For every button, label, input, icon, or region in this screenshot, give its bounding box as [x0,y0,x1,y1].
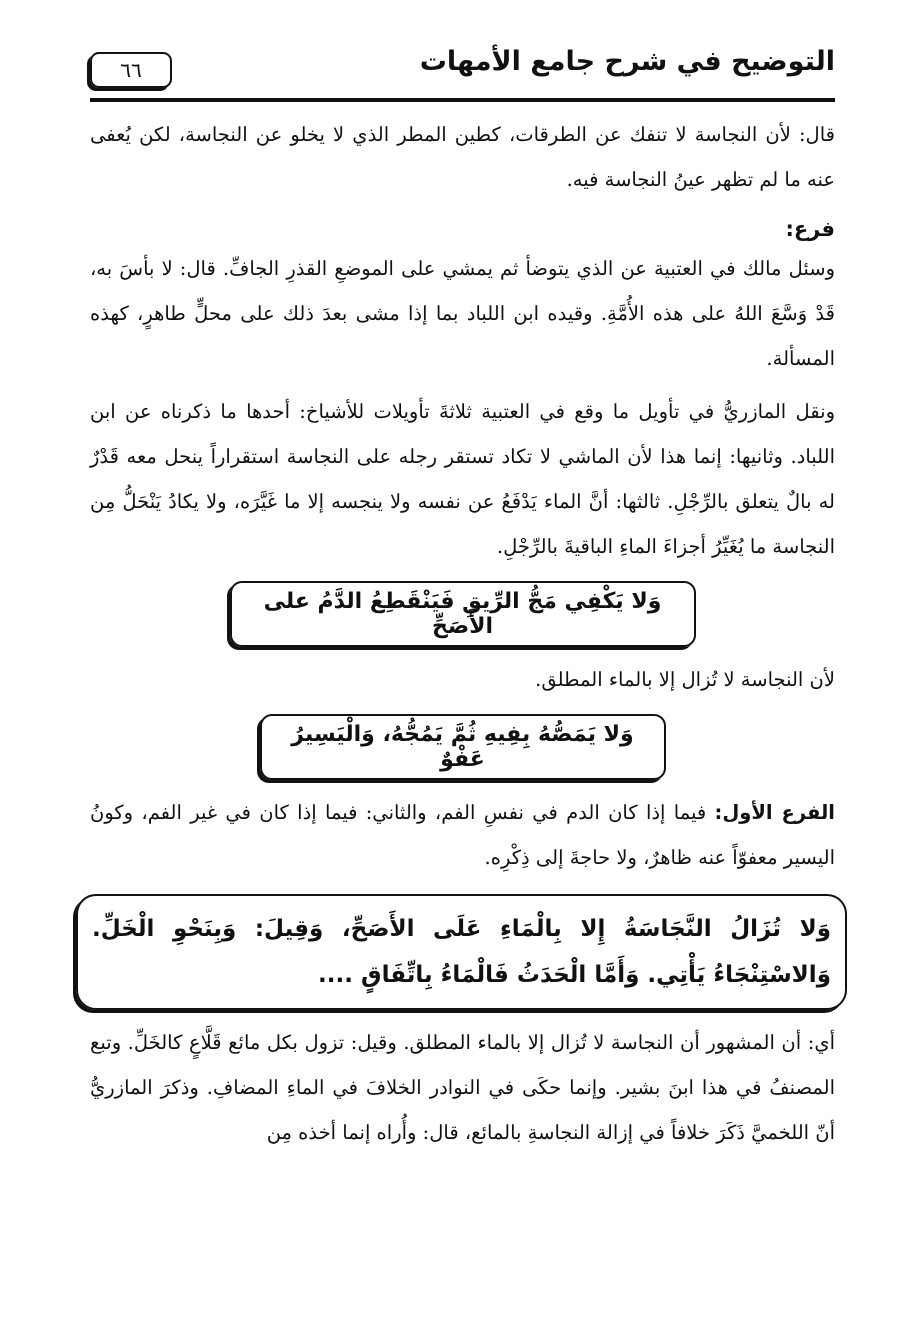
paragraph-5-text: فيما إذا كان الدم في نفسِ الفم، والثاني: فيما إذا كان في غير الفم، وكونُ اليسير معفوّاً عنه ظاهرٌ، ولا حاجةَ إلى ذِكْرِه. [90,801,835,869]
paragraph-6: أي: أن المشهور أن النجاسة لا تُزال إلا بالماء المطلق. وقيل: تزول بكل مائع قَلَّاعٍ كالخَلِّ. وتبع المصنفُ في هذا ابنَ بشير. وإنما حكَى في النوادر الخلافَ في الماءِ المضافِ. وذكرَ المازريُّ أنّ اللخميَّ ذَكَرَ خلافاً في إزالة النجاسةِ بالمائع، قال: وأُراه إنما أخذه مِن [90,1031,835,1144]
paragraph-3: ونقل المازريُّ في تأويل ما وقع في العتبية ثلاثةَ تأويلات للأشياخ: أحدها ما ذكرناه عن ابن اللباد. وثانيها: إنما هذا لأن الماشي لا تكاد تستقر رجله على النجاسة استقراراً ينحل معه قَدْرٌ له بالٌ يتعلق بالرِّجْلِ. ثالثها: أنَّ الماء يَدْفَعُ عن نفسه ولا ينجسه إلا ما غَيَّرَه، ولا يكادُ يَنْحَلُّ مِن النجاسة ما يُغَيِّرُ أجزاءَ الماءِ الباقيةَ بالرِّجْلِ. [90,400,835,558]
paragraph-4: لأن النجاسة لا تُزال إلا بالماء المطلق. [535,668,835,691]
matn-box-1: وَلا يَكْفِي مَجُّ الرِّيقِ فَيَنْقَطِعُ الدَّمُ على الأَصَحِّ [230,581,696,647]
paragraph-5-label: الفرع الأول: [714,801,835,824]
matn-box-2: وَلا يَمَصُّهُ بِفِيهِ ثُمَّ يَمُجُّهُ، وَالْيَسِيرُ عَفْوٌ [260,714,666,780]
paragraph-1: قال: لأن النجاسة لا تنفك عن الطرقات، كطين المطر الذي لا يخلو عن النجاسة، لكن يُعفى عنه ما لم تظهر عينُ النجاسة فيه. [90,123,835,191]
page-number: ٦٦ [90,52,172,88]
page-header [90,40,835,102]
running-title: التوضيح في شرح جامع الأمهات [419,46,835,77]
book-page [90,40,835,1300]
matn-box-3: وَلا تُزَالُ النَّجَاسَةُ إِلا بِالْمَاءِ عَلَى الأَصَحِّ، وَقِيلَ: وَبِنَحْوِ الْخَلِّ. وَالاسْتِنْجَاءُ يَأْتِي. وَأَمَّا الْحَدَثُ فَالْمَاءُ بِاتِّفَاقٍ .... [76,894,847,1010]
paragraph-2: وسئل مالك في العتبية عن الذي يتوضأ ثم يمشي على الموضعِ القذرِ الجافِّ. قال: لا بأسَ به، قَدْ وَسَّعَ اللهُ على هذه الأُمَّةِ. وقيده ابن اللباد بما إذا مشى بعدَ ذلك على محلٍّ طاهرٍ، كهذه المسألة. [90,257,835,370]
paragraph-5 [90,790,835,880]
section-heading-far: فرع: [785,217,835,241]
